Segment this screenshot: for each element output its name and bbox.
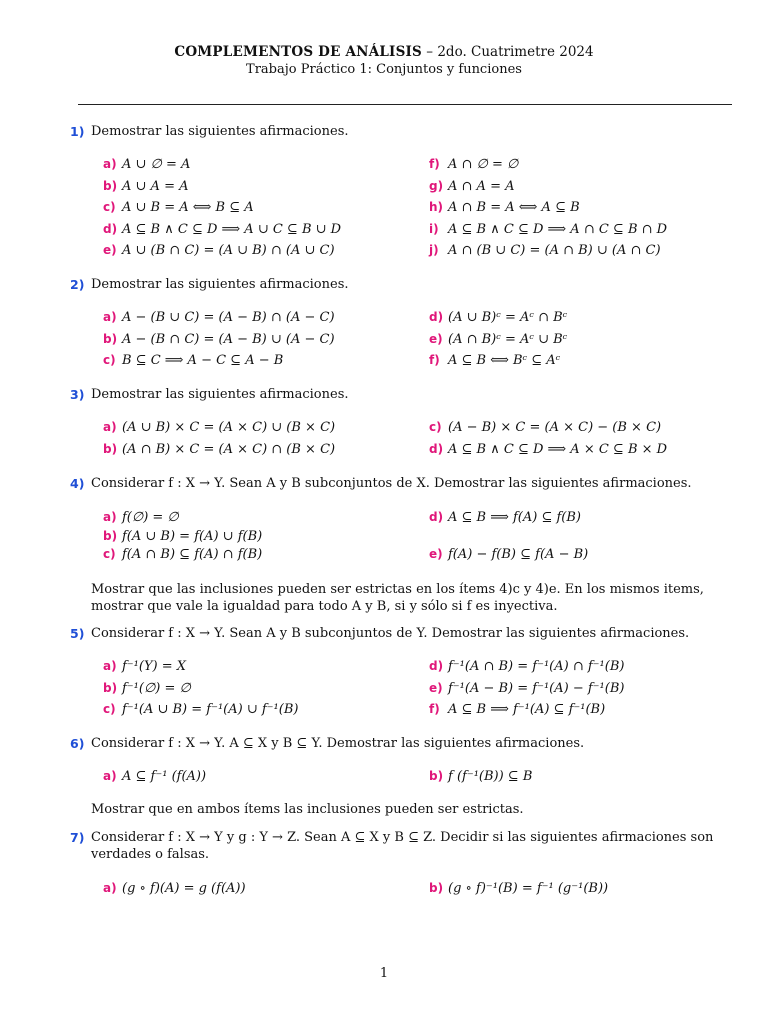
problem-statement: Considerar f : X → Y. A ⊆ X y B ⊆ Y. Demostrar las siguientes afirmaciones.: [91, 736, 585, 751]
problem-item: b) (g ∘ f)⁻¹(B) = f⁻¹ (g⁻¹(B)): [429, 881, 609, 896]
problem-number: 6): [70, 736, 85, 751]
problem-number: 3): [70, 387, 85, 402]
problem-number: 2): [70, 277, 85, 292]
problem-item: c) f⁻¹(A ∪ B) = f⁻¹(A) ∪ f⁻¹(B): [103, 702, 299, 717]
problem-number: 1): [70, 124, 85, 139]
problem-item: c) (A − B) × C = (A × C) − (B × C): [429, 420, 662, 435]
problem-item: d) A ⊆ B ⟹ f(A) ⊆ f(B): [429, 510, 582, 525]
problem-item: d) (A ∪ B)ᶜ = Aᶜ ∩ Bᶜ: [429, 310, 568, 325]
problem-item: f) A ⊆ B ⟹ f⁻¹(A) ⊆ f⁻¹(B): [429, 702, 606, 717]
problem-item: b) f(A ∪ B) = f(A) ∪ f(B): [103, 529, 263, 544]
problem-item: a) A ∪ ∅ = A: [103, 157, 191, 172]
problem-item: b) (A ∩ B) × C = (A × C) ∩ (B × C): [103, 442, 336, 457]
problem-statement: Considerar f : X → Y. Sean A y B subconjuntos de Y. Demostrar las siguientes afirmaciones.: [91, 626, 690, 641]
problem-statement: Demostrar las siguientes afirmaciones.: [91, 124, 349, 139]
problem-item: a) f(∅) = ∅: [103, 510, 179, 525]
problem-item: e) (A ∩ B)ᶜ = Aᶜ ∪ Bᶜ: [429, 332, 568, 347]
problem-statement: Considerar f : X → Y. Sean A y B subconjuntos de X. Demostrar las siguientes afirmaciones.: [91, 476, 692, 491]
problem-number: 4): [70, 476, 85, 491]
problem-note: Mostrar que en ambos ítems las inclusiones pueden ser estrictas.: [91, 802, 524, 817]
problem-item: c) A ∪ B = A ⟺ B ⊆ A: [103, 200, 254, 215]
problem-statement: Considerar f : X → Y y g : Y → Z. Sean A ⊆ X y B ⊆ Z. Decidir si las siguientes afirmaciones son verdades o falsas.: [91, 830, 714, 862]
problem-item: h) A ∩ B = A ⟺ A ⊆ B: [429, 200, 580, 215]
header-rule: [78, 104, 732, 105]
problem-item: a) A − (B ∪ C) = (A − B) ∩ (A − C): [103, 310, 335, 325]
problem-item: b) A − (B ∩ C) = (A − B) ∪ (A − C): [103, 332, 335, 347]
problem-item: g) A ∩ A = A: [429, 179, 515, 194]
problem-item: f) A ⊆ B ⟺ Bᶜ ⊆ Aᶜ: [429, 353, 561, 368]
problem-item: e) f⁻¹(A − B) = f⁻¹(A) − f⁻¹(B): [429, 681, 625, 696]
problem-item: b) A ∪ A = A: [103, 179, 189, 194]
problem-note: Mostrar que las inclusiones pueden ser estrictas en los ítems 4)c y 4)e. En los mismos items, mostrar que vale la igualdad para todo A y B, si y sólo si f es inyectiva.: [91, 582, 704, 614]
problem-item: b) f (f⁻¹(B)) ⊆ B: [429, 769, 533, 784]
problem-statement: Demostrar las siguientes afirmaciones.: [91, 277, 349, 292]
problem-item: i) A ⊆ B ∧ C ⊆ D ⟹ A ∩ C ⊆ B ∩ D: [429, 222, 668, 237]
problem-number: 5): [70, 626, 85, 641]
problem-item: d) A ⊆ B ∧ C ⊆ D ⟹ A × C ⊆ B × D: [429, 442, 668, 457]
problem-item: f) A ∩ ∅ = ∅: [429, 157, 519, 172]
problem-item: j) A ∩ (B ∪ C) = (A ∩ B) ∪ (A ∩ C): [429, 243, 661, 258]
problem-item: e) f(A) − f(B) ⊆ f(A − B): [429, 547, 589, 562]
problem-item: c) f(A ∩ B) ⊆ f(A) ∩ f(B): [103, 547, 263, 562]
problem-number: 7): [70, 830, 85, 845]
problem-item: a) (g ∘ f)(A) = g (f(A)): [103, 881, 246, 896]
problem-item: a) A ⊆ f⁻¹ (f(A)): [103, 769, 207, 784]
problem-statement: Demostrar las siguientes afirmaciones.: [91, 387, 349, 402]
problem-item: b) f⁻¹(∅) = ∅: [103, 681, 191, 696]
page-number: 1: [379, 966, 389, 981]
problem-item: e) A ∪ (B ∩ C) = (A ∪ B) ∩ (A ∪ C): [103, 243, 335, 258]
problem-item: d) f⁻¹(A ∩ B) = f⁻¹(A) ∩ f⁻¹(B): [429, 659, 625, 674]
document-title: COMPLEMENTOS DE ANÁLISIS – 2do. Cuatrimetre 2024: [174, 44, 594, 60]
problem-item: c) B ⊆ C ⟹ A − C ⊆ A − B: [103, 353, 284, 368]
problem-item: a) (A ∪ B) × C = (A × C) ∪ (B × C): [103, 420, 336, 435]
document-header: [0, 44, 768, 78]
problem-item: a) f⁻¹(Y) = X: [103, 659, 187, 674]
problem-item: d) A ⊆ B ∧ C ⊆ D ⟹ A ∪ C ⊆ B ∪ D: [103, 222, 342, 237]
document-subtitle: Trabajo Práctico 1: Conjuntos y funciones: [246, 62, 522, 77]
